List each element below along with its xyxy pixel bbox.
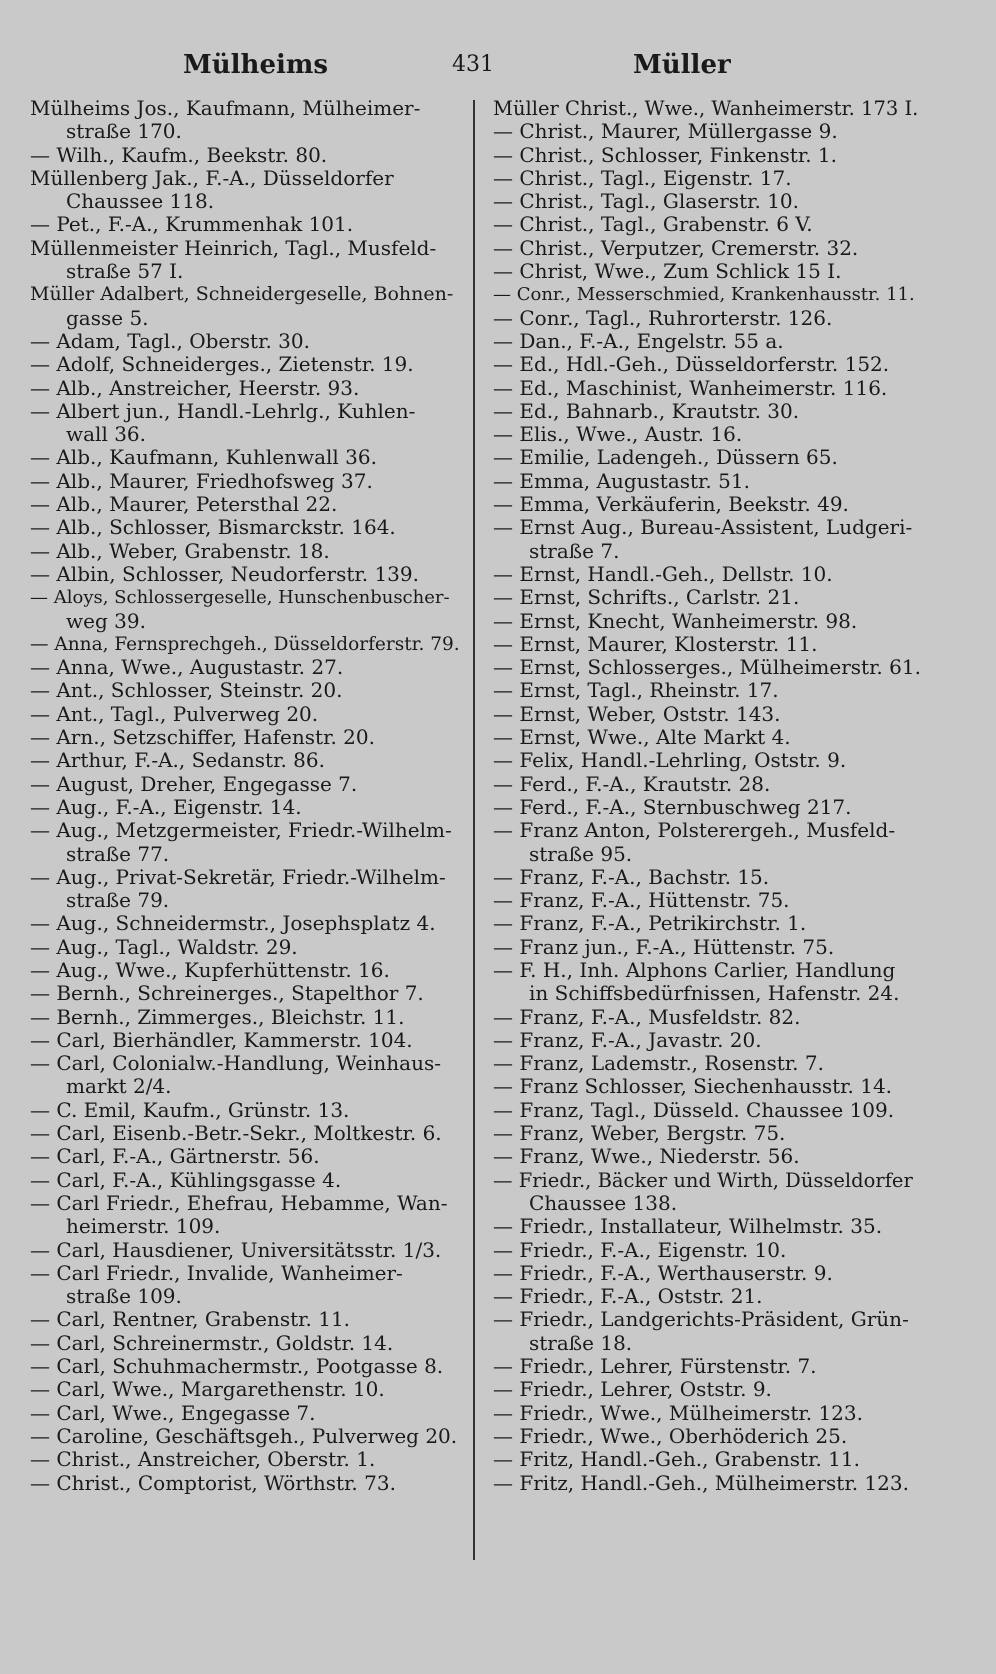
directory-entry-line: — Aloys, Schlossergeselle, Hunschenbuscher- [30, 587, 450, 609]
directory-entry-line: — Caroline, Geschäftsgeh., Pulverweg 20. [30, 1424, 458, 1448]
directory-entry-line: Chaussee 138. [529, 1191, 678, 1215]
directory-entry-line: — Ernst, Schlosserges., Mülheimerstr. 61. [493, 656, 921, 680]
directory-entry-line: — Anna, Fernsprechgeh., Düsseldorferstr. 79. [30, 633, 460, 655]
directory-entry-line: — Ferd., F.-A., Sternbuschweg 217. [493, 795, 852, 819]
directory-entry-line: in Schiffsbedürfnissen, Hafenstr. 24. [529, 982, 900, 1006]
directory-entry-line: — Aug., Metzgermeister, Friedr.-Wilhelm- [30, 819, 452, 843]
directory-entry-line: — Ernst, Knecht, Wanheimerstr. 98. [493, 609, 858, 633]
directory-entry-line: — Franz, F.-A., Bachstr. 15. [493, 865, 770, 889]
directory-entry-line: — Arthur, F.-A., Sedanstr. 86. [30, 749, 325, 773]
directory-entry-line: — Carl, Eisenb.-Betr.-Sekr., Moltkestr. 6. [30, 1122, 442, 1146]
directory-entry-line: — Christ., Schlosser, Finkenstr. 1. [493, 143, 837, 167]
directory-entry-line: straße 79. [66, 889, 170, 913]
directory-entry-line: Müllenberg Jak., F.-A., Düsseldorfer [30, 166, 394, 190]
directory-entry-line: — Arn., Setzschiffer, Hafenstr. 20. [30, 726, 375, 750]
directory-entry-line: straße 7. [529, 539, 620, 563]
directory-entry-line: straße 18. [529, 1331, 633, 1355]
directory-entry-line: — Carl, Schuhmachermstr., Pootgasse 8. [30, 1355, 444, 1379]
directory-entry-line: — C. Emil, Kaufm., Grünstr. 13. [30, 1098, 350, 1122]
directory-entry-line: — Franz Schlosser, Siechenhausstr. 14. [493, 1075, 893, 1099]
directory-entry-line: — Emma, Augustastr. 51. [493, 469, 750, 493]
header-right-keyword: Müller [633, 50, 731, 80]
page-number: 431 [452, 52, 494, 77]
directory-entry-line: — Christ, Wwe., Zum Schlick 15 I. [493, 260, 842, 284]
directory-entry-line: — Friedr., Lehrer, Fürstenstr. 7. [493, 1355, 817, 1379]
directory-entry-line: — Wilh., Kaufm., Beekstr. 80. [30, 143, 328, 167]
left-column [30, 97, 460, 1495]
directory-entry-line: straße 109. [66, 1285, 182, 1309]
directory-entry-line: — Fritz, Handl.-Geh., Mülheimerstr. 123. [493, 1471, 909, 1495]
directory-entry-line: straße 77. [66, 842, 170, 866]
directory-entry-line: — Albert jun., Handl.-Lehrlg., Kuhlen- [30, 399, 416, 423]
directory-entry-line: Müllenmeister Heinrich, Tagl., Musfeld- [30, 236, 437, 260]
directory-entry-line: — Ferd., F.-A., Krautstr. 28. [493, 772, 771, 796]
directory-entry-line: Müller Adalbert, Schneidergeselle, Bohnen- [30, 283, 454, 306]
directory-entry-line: — Christ., Maurer, Müllergasse 9. [493, 120, 838, 144]
directory-entry-line: — Franz Anton, Polsterergeh., Musfeld- [493, 819, 896, 843]
directory-entry-line: — Christ., Tagl., Eigenstr. 17. [493, 166, 792, 190]
column-divider [473, 100, 475, 1560]
directory-entry-line: — Carl Friedr., Invalide, Wanheimer- [30, 1261, 403, 1285]
directory-entry-line: — Alb., Anstreicher, Heerstr. 93. [30, 376, 360, 400]
directory-entry-line: — Anna, Wwe., Augustastr. 27. [30, 656, 344, 680]
directory-entry-line: weg 39. [66, 609, 146, 633]
directory-entry-line: — Carl Friedr., Ehefrau, Hebamme, Wan- [30, 1191, 448, 1215]
directory-entry-line: — Franz, Wwe., Niederstr. 56. [493, 1145, 800, 1169]
header-left-keyword: Mülheims [183, 50, 329, 80]
directory-entry-line: — Alb., Maurer, Friedhofsweg 37. [30, 469, 373, 493]
directory-entry-line: — Dan., F.-A., Engelstr. 55 a. [493, 329, 784, 353]
directory-entry-line: — Elis., Wwe., Austr. 16. [493, 423, 743, 447]
directory-entry-line: — Pet., F.-A., Krummenhak 101. [30, 213, 354, 237]
directory-entry-line: — Aug., Schneidermstr., Josephsplatz 4. [30, 912, 436, 936]
directory-entry-line: — Carl, Colonialw.-Handlung, Weinhaus- [30, 1052, 441, 1076]
directory-entry-line: — Ernst Aug., Bureau-Assistent, Ludgeri- [493, 516, 913, 540]
directory-entry-line: — Ernst, Schrifts., Carlstr. 21. [493, 586, 800, 610]
directory-entry-line: — Bernh., Zimmerges., Bleichstr. 11. [30, 1005, 405, 1029]
directory-entry-line: straße 170. [66, 120, 182, 144]
directory-entry-line: — Conr., Messerschmied, Krankenhausstr. 11. [493, 284, 915, 306]
directory-entry-line: — Albin, Schlosser, Neudorferstr. 139. [30, 562, 419, 586]
directory-entry-line: — Franz, Lademstr., Rosenstr. 7. [493, 1052, 824, 1076]
directory-entry-line: — Franz jun., F.-A., Hüttenstr. 75. [493, 935, 835, 959]
directory-entry-line: — Adolf, Schneiderges., Zietenstr. 19. [30, 353, 414, 377]
directory-entry-line: — Bernh., Schreinerges., Stapelthor 7. [30, 982, 424, 1006]
directory-entry-line: — Christ., Verputzer, Cremerstr. 32. [493, 236, 859, 260]
directory-entry-line: — Ernst, Tagl., Rheinstr. 17. [493, 679, 779, 703]
page-header [0, 50, 996, 90]
directory-entry-line: gasse 5. [66, 306, 149, 330]
directory-entry-line: Chaussee 118. [66, 190, 215, 214]
directory-entry-line: — Ant., Schlosser, Steinstr. 20. [30, 679, 343, 703]
directory-entry-line: Müller Christ., Wwe., Wanheimerstr. 173 I. [493, 97, 919, 120]
directory-entry-line: — Aug., Wwe., Kupferhüttenstr. 16. [30, 958, 390, 982]
directory-entry-line: — Fritz, Handl.-Geh., Grabenstr. 11. [493, 1448, 860, 1472]
directory-entry-line: — Ed., Bahnarb., Krautstr. 30. [493, 399, 800, 423]
directory-entry-line: — August, Dreher, Engegasse 7. [30, 772, 358, 796]
directory-entry-line: — Franz, F.-A., Javastr. 20. [493, 1028, 762, 1052]
directory-entry-line: — Ed., Maschinist, Wanheimerstr. 116. [493, 376, 888, 400]
directory-entry-line: — Ernst, Maurer, Klosterstr. 11. [493, 632, 818, 656]
directory-entry-line: straße 95. [529, 842, 633, 866]
directory-entry-line: — Carl, Rentner, Grabenstr. 11. [30, 1308, 351, 1332]
directory-entry-line: — Friedr., Bäcker und Wirth, Düsseldorfer [493, 1168, 913, 1192]
directory-entry-line: — Ant., Tagl., Pulverweg 20. [30, 702, 319, 726]
directory-entry-line: — Christ., Tagl., Glaserstr. 10. [493, 190, 799, 214]
directory-entry-line: — Friedr., F.-A., Werthauserstr. 9. [493, 1261, 833, 1285]
directory-entry-line: — Franz, F.-A., Hüttenstr. 75. [493, 889, 790, 913]
directory-entry-line: — F. H., Inh. Alphons Carlier, Handlung [493, 958, 896, 982]
directory-entry-line: — Friedr., Installateur, Wilhelmstr. 35. [493, 1215, 883, 1239]
directory-entry-line: markt 2/4. [66, 1075, 172, 1099]
directory-entry-line: — Emma, Verkäuferin, Beekstr. 49. [493, 493, 849, 517]
directory-entry-line: — Carl, Hausdiener, Universitätsstr. 1/3. [30, 1238, 442, 1262]
directory-entry-line: — Felix, Handl.-Lehrling, Oststr. 9. [493, 749, 847, 773]
directory-entry-line: — Alb., Schlosser, Bismarckstr. 164. [30, 516, 396, 540]
directory-entry-line: — Aug., Tagl., Waldstr. 29. [30, 935, 298, 959]
directory-entry-line: — Ernst, Weber, Oststr. 143. [493, 702, 781, 726]
right-column [493, 97, 923, 1495]
directory-entry-line: — Franz, F.-A., Musfeldstr. 82. [493, 1005, 801, 1029]
directory-entry-line: — Carl, Wwe., Engegasse 7. [30, 1401, 316, 1425]
directory-entry-line: — Friedr., Wwe., Oberhöderich 25. [493, 1424, 848, 1448]
directory-entry-line: — Ed., Hdl.-Geh., Düsseldorferstr. 152. [493, 353, 890, 377]
directory-entry-line: — Ernst, Handl.-Geh., Dellstr. 10. [493, 562, 833, 586]
directory-entry-line: — Friedr., Lehrer, Oststr. 9. [493, 1378, 772, 1402]
directory-entry-line: — Christ., Anstreicher, Oberstr. 1. [30, 1448, 376, 1472]
directory-entry-line: — Alb., Kaufmann, Kuhlenwall 36. [30, 446, 377, 470]
directory-entry-line: — Carl, F.-A., Gärtnerstr. 56. [30, 1145, 320, 1169]
directory-entry-line: — Franz, Tagl., Düsseld. Chaussee 109. [493, 1098, 895, 1122]
directory-entry-line: — Christ., Comptorist, Wörthstr. 73. [30, 1471, 396, 1495]
directory-entry-line: — Friedr., F.-A., Oststr. 21. [493, 1285, 763, 1309]
directory-entry-line: — Adam, Tagl., Oberstr. 30. [30, 329, 310, 353]
directory-entry-line: — Carl, Wwe., Margarethenstr. 10. [30, 1378, 385, 1402]
directory-entry-line: — Conr., Tagl., Ruhrorterstr. 126. [493, 306, 833, 330]
directory-entry-line: — Franz, F.-A., Petrikirchstr. 1. [493, 912, 807, 936]
directory-entry-line: Mülheims Jos., Kaufmann, Mülheimer- [30, 97, 421, 120]
directory-entry-line: — Aug., Privat-Sekretär, Friedr.-Wilhelm- [30, 865, 446, 889]
directory-entry-line: — Carl, F.-A., Kühlingsgasse 4. [30, 1168, 342, 1192]
directory-entry-line: — Ernst, Wwe., Alte Markt 4. [493, 726, 791, 750]
directory-entry-line: — Aug., F.-A., Eigenstr. 14. [30, 795, 302, 819]
directory-entry-line: — Alb., Maurer, Petersthal 22. [30, 493, 338, 517]
directory-entry-line: — Christ., Tagl., Grabenstr. 6 V. [493, 213, 813, 237]
directory-entry-line: — Carl, Bierhändler, Kammerstr. 104. [30, 1028, 413, 1052]
directory-entry-line: heimerstr. 109. [66, 1215, 221, 1239]
directory-entry-line: wall 36. [66, 423, 146, 447]
directory-entry-line: — Carl, Schreinermstr., Goldstr. 14. [30, 1331, 394, 1355]
directory-entry-line: — Alb., Weber, Grabenstr. 18. [30, 539, 330, 563]
directory-entry-line: — Friedr., Landgerichts-Präsident, Grün- [493, 1308, 909, 1332]
directory-entry-line: — Friedr., Wwe., Mülheimerstr. 123. [493, 1401, 863, 1425]
directory-entry-line: straße 57 I. [66, 260, 184, 284]
directory-entry-line: — Emilie, Ladengeh., Düssern 65. [493, 446, 838, 470]
directory-entry-line: — Friedr., F.-A., Eigenstr. 10. [493, 1238, 787, 1262]
directory-entry-line: — Franz, Weber, Bergstr. 75. [493, 1122, 786, 1146]
